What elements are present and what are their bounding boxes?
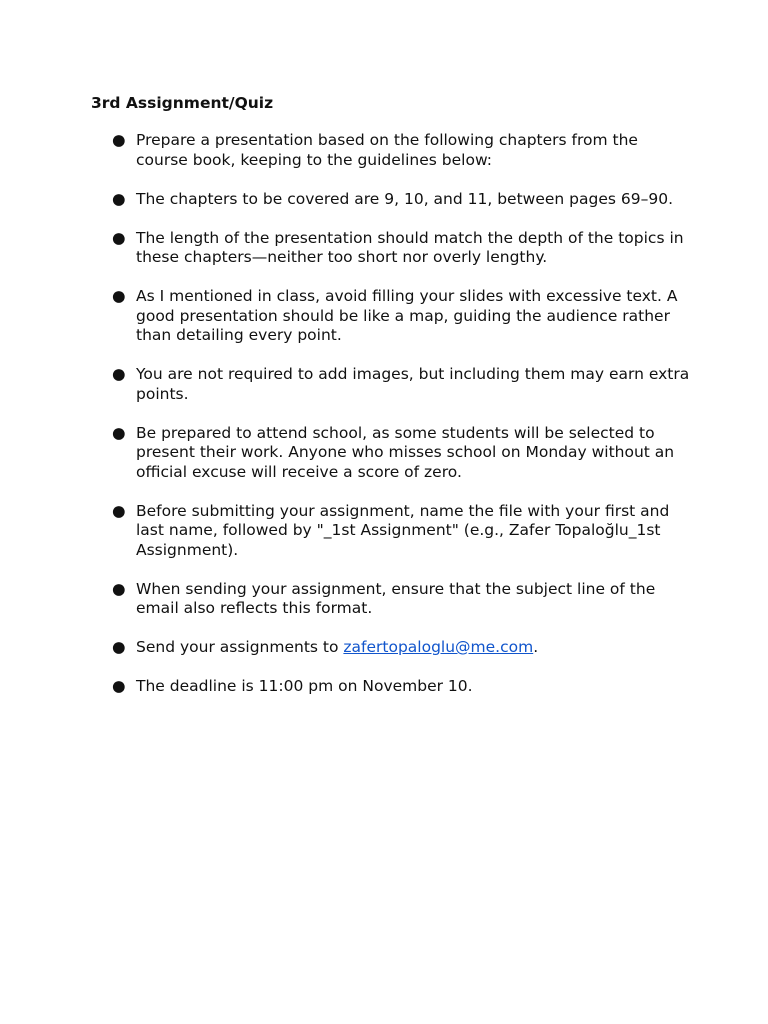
bullet-icon: ● bbox=[112, 228, 126, 247]
bullet-icon: ● bbox=[112, 287, 126, 305]
bullet-icon: ● bbox=[112, 365, 126, 383]
list-item-deadline bbox=[112, 677, 692, 697]
send-prefix-text: Send your assignments to bbox=[136, 638, 344, 656]
list-item-presentation bbox=[112, 131, 692, 170]
list-item-text: The deadline is 11:00 pm on November 10. bbox=[136, 677, 473, 695]
list-item-chapters bbox=[112, 190, 692, 210]
list-item-images bbox=[112, 365, 692, 404]
bullet-icon: ● bbox=[112, 189, 126, 208]
document-title: 3rd Assignment/Quiz bbox=[91, 94, 274, 112]
list-item-text: As I mentioned in class, avoid filling your slides with excessive text. A good presentation should be like a map, guiding the audience rather than detailing every point. bbox=[136, 287, 678, 344]
instruction-list bbox=[112, 131, 692, 716]
list-item-text: The length of the presentation should match the depth of the topics in these chapters—neither too short nor overly lengthy. bbox=[136, 228, 684, 266]
bullet-icon: ● bbox=[112, 501, 126, 520]
list-item-slides bbox=[112, 287, 692, 346]
bullet-icon: ● bbox=[112, 638, 126, 656]
bullet-icon: ● bbox=[112, 423, 126, 442]
list-item-text: The chapters to be covered are 9, 10, and 11, between pages 69–90. bbox=[136, 189, 674, 208]
list-item-file-naming bbox=[112, 502, 692, 561]
bullet-icon: ● bbox=[112, 131, 126, 149]
email-link[interactable]: zafertopaloglu@me.com bbox=[343, 638, 534, 656]
list-item-length bbox=[112, 229, 692, 268]
bullet-icon: ● bbox=[112, 677, 126, 695]
list-item-text: Before submitting your assignment, name the file with your first and last name, followed by "_1st Assignment" (e.g., Zafer Topaloğlu_1st Assignment). bbox=[136, 501, 670, 559]
list-item-text: Prepare a presentation based on the following chapters from the course book, keeping to the guidelines below: bbox=[136, 131, 638, 169]
list-item-subject-line bbox=[112, 580, 692, 619]
list-item-text: Be prepared to attend school, as some students will be selected to present their work. Anyone who misses school on Monday without an official excuse will receive a score of zero. bbox=[136, 423, 675, 481]
list-item-text: When sending your assignment, ensure that the subject line of the email also reflects this format. bbox=[136, 579, 656, 617]
list-item-send bbox=[112, 638, 692, 658]
bullet-icon: ● bbox=[112, 579, 126, 598]
list-item-attendance bbox=[112, 424, 692, 483]
list-item-text: You are not required to add images, but including them may earn extra points. bbox=[136, 365, 690, 403]
send-suffix-text: . bbox=[533, 638, 539, 656]
